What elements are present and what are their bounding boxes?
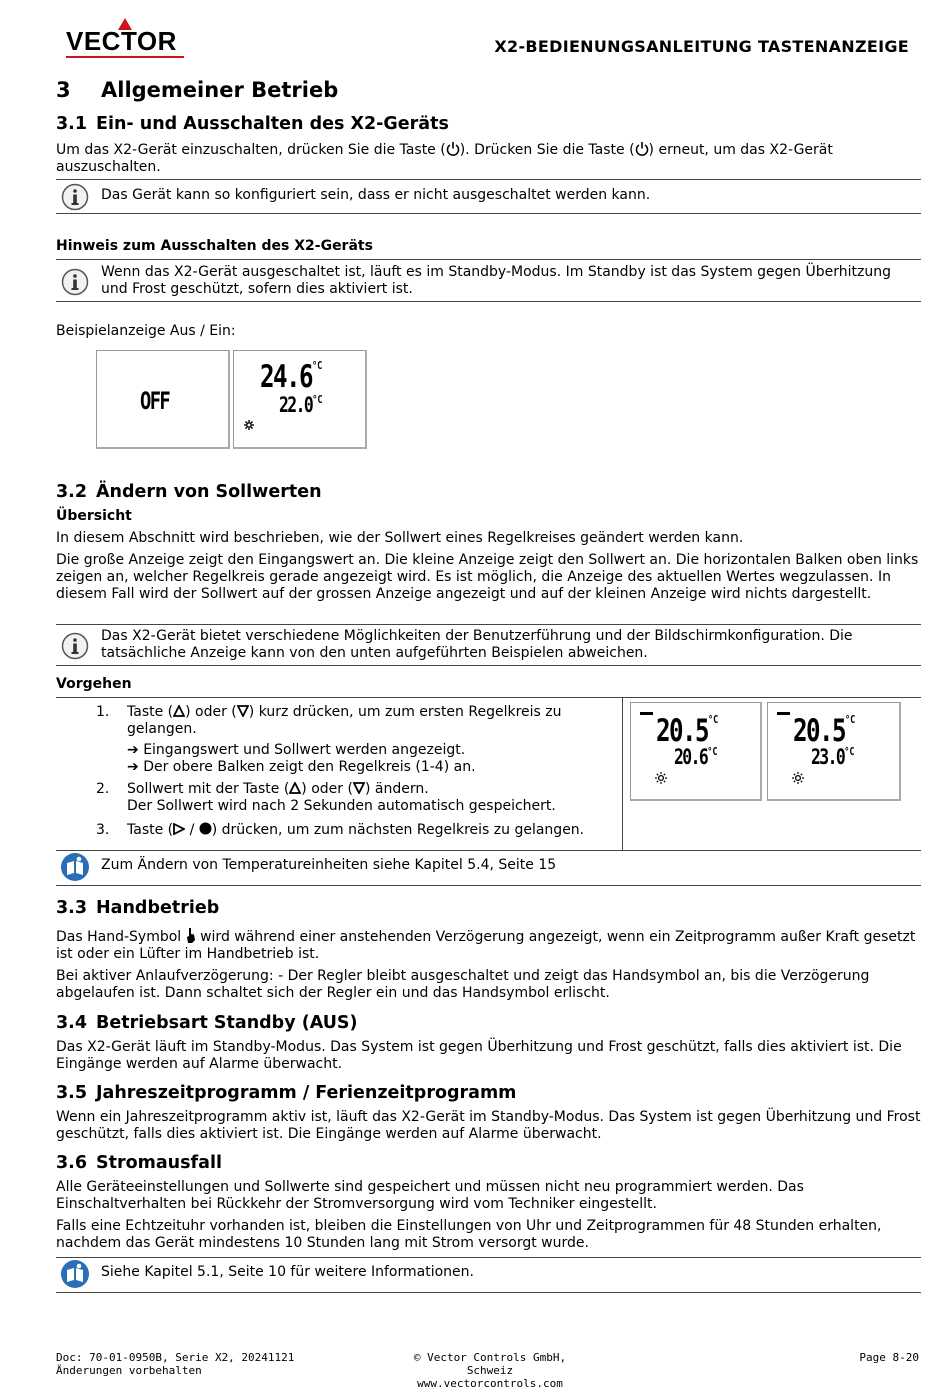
ok-dot-icon (199, 822, 212, 835)
display-small-value: $23.0^{^\circ C}$ (811, 745, 855, 769)
section-3-3-heading: 3.3 Handbetrieb (56, 898, 220, 918)
subheading-procedure: Vorgehen (56, 676, 132, 692)
section-3-2-description: Die große Anzeige zeigt den Eingangswert an. Die kleine Anzeige zeigt den Sollwert an. Die horizontalen Balken oben links zeigen an, welcher Regelkreis gerade angezeigt wird. Es ist möglich, die Anzeige des aktuellen Wertes wegzulassen. In diesem Fall wird der Sollwert auf der grossen Anzeige angezeigt und auf der kleinen Anzeige wird nichts dargestellt. (56, 552, 919, 602)
step-1-result-1: ➔ Eingangswert und Sollwert werden angezeigt. (127, 742, 466, 758)
footer-copyright: © Vector Controls GmbH, Schweiz (413, 1351, 567, 1377)
sun-icon (655, 772, 667, 784)
display-loop-1 (630, 702, 762, 801)
logo (66, 18, 186, 58)
display-small-value: $20.6^{^\circ C}$ (674, 745, 718, 769)
down-triangle-icon (353, 782, 365, 794)
footer-changes: Änderungen vorbehalten (56, 1364, 202, 1377)
section-3-6-paragraph-2: Falls eine Echtzeituhr vorhanden ist, bleiben die Einstellungen von Uhr und Zeitprogrammen für 48 Stunden erhalten, nachdem das Gerät mindestens 10 Stunden lang mit Strom versorgt wurde. (56, 1218, 882, 1251)
footer-left (56, 1351, 294, 1377)
note-text: Das Gerät kann so konfiguriert sein, dass er nicht ausgeschaltet werden kann. (101, 187, 651, 203)
sun-icon (792, 772, 804, 784)
fan-icon (243, 419, 255, 431)
display-big-value: $20.5^{^\circ C}$ (793, 713, 856, 749)
display-off (96, 350, 230, 449)
power-icon (635, 141, 649, 156)
note-text: Wenn das X2-Gerät ausgeschaltet ist, läuft es im Standby-Modus. Im Standby ist das System gegen Überhitzung und Frost geschützt, sofern dies aktiviert ist. (101, 264, 891, 297)
display-on (233, 350, 367, 449)
display-loop-1-setpoint (767, 702, 901, 801)
footer-website[interactable]: www.vectorcontrols.com (417, 1377, 563, 1390)
reference-text: Siehe Kapitel 5.1, Seite 10 für weitere Informationen. (101, 1264, 474, 1280)
section-3-3-paragraph-2: Bei aktiver Anlaufverzögerung: - Der Regler bleibt ausgeschaltet und zeigt das Handsymbol an, bis die Verzögerung abgelaufen ist. Dann schaltet sich der Regler ein und das Handsymbol erlischt. (56, 968, 870, 1001)
section-3-3-paragraph-1: Das Hand-Symbol wird während einer anstehenden Verzögerung angezeigt, wenn ein Zeitprogramm außer Kraft gesetzt ist oder ein Lüfter im Handbetrieb ist. (56, 929, 916, 962)
example-label: Beispielanzeige Aus / Ein: (56, 323, 236, 339)
display-big-value: $20.5^{^\circ C}$ (656, 713, 719, 749)
loop-bar (777, 712, 790, 715)
loop-bar (640, 712, 653, 715)
info-icon (61, 268, 89, 296)
section-3-6-paragraph-1: Alle Geräteeinstellungen und Sollwerte sind gespeichert und müssen nicht neu programmiert werden. Das Einschaltverhalten bei Rückkehr der Stromversorgung wird vom Techniker eingestellt. (56, 1179, 804, 1212)
section-3-2-heading: 3.2 Ändern von Sollwerten (56, 482, 322, 502)
section-3-4-heading: 3.4 Betriebsart Standby (AUS) (56, 1013, 358, 1033)
footer-doc: Doc: 70-01-0950B, Serie X2, 20241121 (56, 1351, 295, 1364)
logo-text: VECTOR (66, 26, 177, 56)
up-triangle-icon (173, 705, 185, 717)
subheading-overview: Übersicht (56, 508, 132, 524)
display-big-value: $24.6^{^\circ C}$ (260, 359, 323, 395)
reference-text: Zum Ändern von Temperatureinheiten siehe Kapitel 5.4, Seite 15 (101, 857, 557, 873)
arrow-right-icon: ➔ (127, 759, 139, 775)
info-icon (61, 632, 89, 660)
section-3-6-heading: 3.6 Stromausfall (56, 1153, 222, 1173)
section-3-2-intro: In diesem Abschnitt wird beschrieben, wie der Sollwert eines Regelkreises geändert werden kann. (56, 530, 744, 546)
section-3-5-paragraph: Wenn ein Jahreszeitprogramm aktiv ist, läuft das X2-Gerät im Standby-Modus. Das System ist gegen Überhitzung und Frost geschützt, falls dies aktiviert ist. Die Eingänge werden auf Alarme überwacht. (56, 1109, 921, 1142)
subheading-off-notice: Hinweis zum Ausschalten des X2-Geräts (56, 238, 373, 254)
info-icon (61, 183, 89, 211)
section-3-heading: 3 Allgemeiner Betrieb (56, 78, 339, 102)
display-off-text: OFF (140, 387, 170, 415)
document-title: X2-BEDIENUNGSANLEITUNG TASTENANZEIGE (494, 37, 909, 56)
footer-center (395, 1351, 585, 1390)
arrow-right-icon: ➔ (127, 742, 139, 758)
reference-book-icon (60, 852, 90, 882)
footer-page: Page 8-20 (859, 1351, 919, 1364)
reference-book-icon (60, 1259, 90, 1289)
power-icon (446, 141, 460, 156)
display-small-value: $22.0^{^\circ C}$ (279, 393, 323, 417)
up-triangle-icon (289, 782, 301, 794)
section-3-5-heading: 3.5 Jahreszeitprogramm / Ferienzeitprogramm (56, 1083, 517, 1103)
step-1-result-2: ➔ Der obere Balken zeigt den Regelkreis (1-4) an. (127, 759, 476, 775)
hand-icon (186, 927, 196, 944)
note-text: Das X2-Gerät bietet verschiedene Möglichkeiten der Benutzerführung und der Bildschirmkonfiguration. Die tatsächliche Anzeige kann von den unten aufgeführten Beispielen abweichen. (101, 628, 853, 661)
down-triangle-icon (237, 705, 249, 717)
section-3-4-paragraph: Das X2-Gerät läuft im Standby-Modus. Das System ist gegen Überhitzung und Frost geschützt, falls dies aktiviert ist. Die Eingänge werden auf Alarme überwacht. (56, 1039, 902, 1072)
section-3-1-paragraph: Um das X2-Gerät einzuschalten, drücken Sie die Taste ( ). Drücken Sie die Taste ( ) erneut, um das X2-Gerät auszuschalten. (56, 142, 833, 175)
section-3-1-heading: 3.1 Ein- und Ausschalten des X2-Geräts (56, 114, 449, 134)
right-triangle-icon (173, 823, 185, 835)
